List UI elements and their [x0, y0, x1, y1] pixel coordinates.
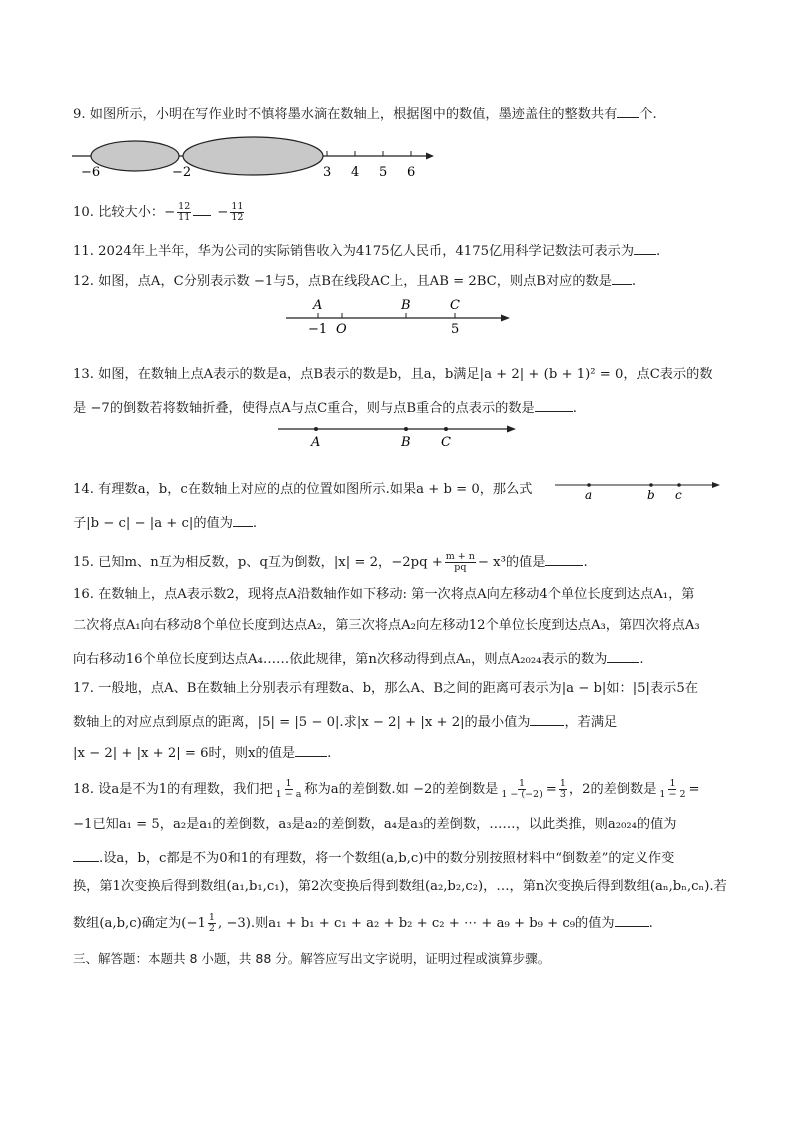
q17-answer-blank-2[interactable]	[295, 742, 327, 757]
question-13-line-2: 是 −7的倒数若将数轴折叠，使得点A与点C重合，则与点B重合的点表示的数是 .	[73, 397, 577, 418]
q11-text: 11. 2024年上半年，华为公司的实际销售收入为4175亿人民币，4175亿用科学记数法可表示为	[73, 244, 635, 259]
q13-point-B	[404, 427, 408, 431]
question-17-line-3: |x − 2| + |x + 2| = 6时，则x的值是 .	[73, 742, 331, 763]
q14-number-line-figure	[553, 477, 725, 503]
q10-lead: 10. 比较大小：−	[73, 205, 176, 220]
q9-tick-label-neg6: −6	[81, 165, 101, 180]
q10-fraction-2: $\frac{11}{12}$	[231, 201, 244, 223]
q9-tick-label-neg2: −2	[172, 165, 192, 180]
q9-text: 9. 如图所示，小明在写作业时不慎将墨水滴在数轴上，根据图中的数值，墨迹盖住的整数共有	[73, 107, 618, 122]
q14-label-a: a	[585, 488, 593, 502]
question-14-line-1: 14. 有理数a，b，c在数轴上对应的点的位置如图所示.如果a + b = 0，那么式	[73, 482, 533, 497]
q14-label-c: c	[675, 488, 682, 502]
q13-label-C: C	[441, 435, 451, 450]
q12-label-5: 5	[451, 322, 460, 337]
q18-answer-blank-2[interactable]	[615, 912, 649, 927]
q13-label-A: A	[311, 435, 321, 450]
q12-label-B: B	[401, 298, 411, 313]
q9-number-line-figure	[66, 134, 446, 186]
q12-answer-blank[interactable]	[612, 270, 632, 285]
q13-point-A	[314, 427, 318, 431]
q12-label-neg1: −1	[308, 322, 328, 337]
question-17-line-1: 17. 一般地，点A、B在数轴上分别表示有理数a、b，那么A、B之间的距离可表示为|a − b|如：|5|表示5在	[73, 681, 698, 696]
q9-tick-label-4: 4	[351, 165, 360, 180]
question-18-line-5: 数组(a,b,c)确定为(−1 $\frac{1}{2}$ , −3).则a₁ + b₁ + c₁ + a₂ + b₂ + c₂ + ⋯ + a₉ + b₉ + c₉的值为 .	[73, 912, 653, 934]
question-9	[73, 103, 657, 124]
question-16-line-2: 二次将点A₁向右移动8个单位长度到达点A₂，第三次将点A₂向左移动12个单位长度到达点A₃，第四次将点A₃	[73, 618, 700, 633]
q18-answer-blank-1[interactable]	[73, 847, 99, 862]
q9-ink-blot-left	[91, 141, 179, 171]
question-18-line-4: 换，第1次变换后得到数组(a₁,b₁,c₁)，第2次变换后得到数组(a₂,b₂,c₂)，…，第n次变换后得到数组(aₙ,bₙ,cₙ).若	[73, 879, 727, 894]
question-18-line-1: 18. 设a是不为1的有理数，我们把 $\frac{1}{1 - a}$ 称为a的差倒数.如 −2的差倒数是 $\frac{1}{1 - (-2)}$ = $\frac{1}{3}$ ，2的差倒数是 $\frac{1}{1 - 2}$ =	[73, 778, 700, 800]
question-12: 12. 如图，点A，C分别表示数 −1与5，点B在线段AC上，且AB = 2BC，则点B对应的数是 .	[73, 270, 636, 291]
q11-answer-blank[interactable]	[634, 240, 656, 255]
q9-tick-label-6: 6	[407, 165, 416, 180]
q9-tick-label-3: 3	[323, 165, 332, 180]
question-15: 15. 已知m、n互为相反数，p、q互为倒数，|x| = 2，−2pq + $\frac{m + n}{pq}$ − x³的值是 .	[73, 551, 588, 573]
q17-answer-blank-1[interactable]	[530, 711, 564, 726]
q14-point-c	[677, 483, 681, 487]
question-14-line-2: 子|b − c| − |a + c|的值为 .	[73, 512, 257, 533]
question-18-line-2: −1已知a₁ = 5，a₂是a₁的差倒数，a₃是a₂的差倒数，a₄是a₃的差倒数，……，以此类推，则a₂₀₂₄的值为	[73, 817, 677, 832]
q16-answer-blank[interactable]	[607, 648, 639, 663]
question-11: 11. 2024年上半年，华为公司的实际销售收入为4175亿人民币，4175亿用科学记数法可表示为 .	[73, 240, 660, 261]
q14-answer-blank[interactable]	[233, 512, 253, 527]
q12-label-A: A	[313, 298, 323, 313]
q12-text: 12. 如图，点A，C分别表示数 −1与5，点B在线段AC上，且AB = 2BC，则点B对应的数是	[73, 274, 612, 289]
q9-tick-label-5: 5	[379, 165, 388, 180]
q9-answer-blank[interactable]	[617, 103, 639, 118]
question-18-line-3: .设a，b，c都是不为0和1的有理数，将一个数组(a,b,c)中的数分别按照材料中“倒数差”的定义作变	[73, 847, 674, 868]
q9-ink-blot-right	[183, 137, 323, 175]
question-17-line-2: 数轴上的对应点到原点的距离，|5| = |5 − 0|.求|x − 2| + |x + 2|的最小值为 ，若满足	[73, 711, 617, 732]
section-3-heading: 三、解答题：本题共 8 小题，共 88 分。解答应写出文字说明，证明过程或演算步骤。	[73, 951, 551, 966]
question-13-line-1: 13. 如图，在数轴上点A表示的数是a，点B表示的数是b，且a，b满足|a + 2| + (b + 1)² = 0，点C表示的数	[73, 367, 713, 382]
q13-answer-blank[interactable]	[535, 397, 573, 412]
question-16-line-3: 向右移动16个单位长度到达点A₄……依此规律，第n次移动得到点Aₙ，则点A₂₀₂₄表示的数为 .	[73, 648, 644, 669]
q13-point-C	[444, 427, 448, 431]
q15-fraction: $\frac{m + n}{pq}$	[445, 551, 475, 573]
q9-text-end: 个.	[639, 107, 657, 122]
q12-label-C: C	[450, 298, 460, 313]
q10-fraction-1: $\frac{12}{11}$	[178, 201, 191, 223]
q13-number-line-figure	[276, 420, 520, 450]
question-10	[73, 201, 246, 223]
q12-label-O: O	[336, 322, 347, 337]
q10-minus: −	[217, 205, 229, 220]
q10-answer-blank[interactable]	[193, 201, 211, 216]
q14-point-b	[649, 483, 653, 487]
q14-label-b: b	[647, 488, 655, 502]
q14-point-a	[587, 483, 591, 487]
q9-axis-arrow	[426, 153, 434, 160]
q12-number-line-figure	[280, 293, 516, 337]
q13-label-B: B	[401, 435, 411, 450]
q15-answer-blank[interactable]	[545, 551, 583, 566]
question-16-line-1: 16. 在数轴上，点A表示数2，现将点A沿数轴作如下移动: 第一次将点A向左移动4个单位长度到达点A₁，第	[73, 587, 695, 602]
